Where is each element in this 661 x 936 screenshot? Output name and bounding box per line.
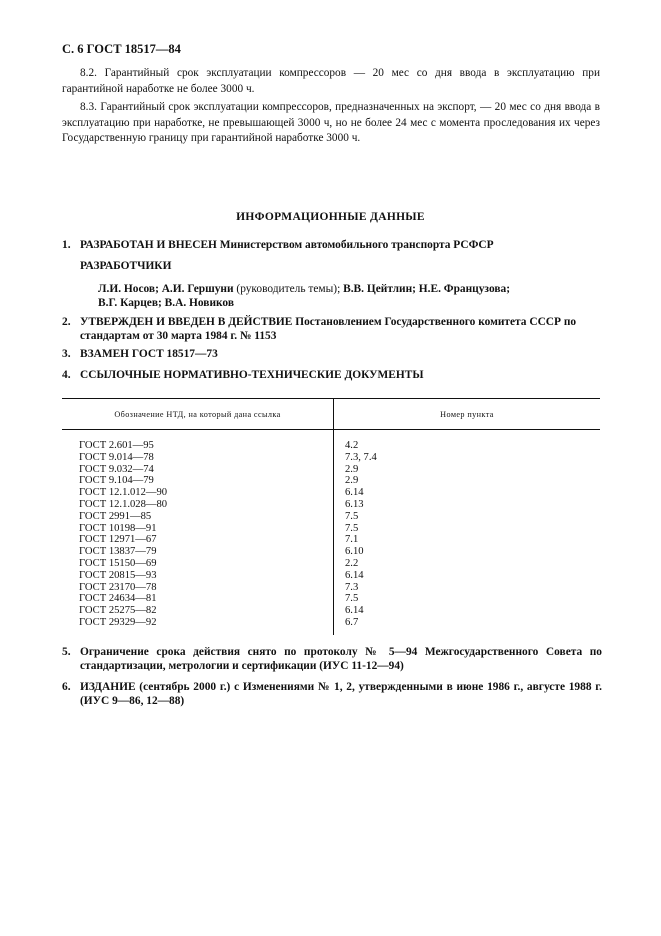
table-header-designation: Обозначение НТД, на который дана ссылка [62,399,334,430]
reference-clause: 7.5 [345,593,359,605]
reference-clause: 6.14 [345,569,364,581]
reference-designation: ГОСТ 13837—79 [62,546,334,558]
item-text: УТВЕРЖДЕН И ВВЕДЕН В ДЕЙСТВИЕ Постановлением Государственного комитета СССР по стандартам от 30 марта 1984 г. № 1153 [80,316,577,342]
reference-clause: 2.9 [345,475,359,487]
table-row [62,570,600,582]
table-row [62,487,600,499]
reference-designation: ГОСТ 2991—85 [62,511,334,523]
reference-designation: ГОСТ 20815—93 [62,570,334,582]
reference-clause: 7.3 [345,581,359,593]
paragraph-8-3: 8.3. Гарантийный срок эксплуатации компрессоров, предназначенных на экспорт, — 20 мес со дня ввода в эксплуатацию при наработке, не превышающей 3000 ч, но не более 24 мес с момента проследования их через Государственную границу при гарантийной наработке 3000 ч. [62,101,600,144]
info-item-2 [62,315,602,343]
item-number: 2. [62,316,71,328]
reference-clause: 4.2 [345,440,359,451]
item-text: Ограничение срока действия снято по протоколу № 5—94 Межгосударственного Совета по стандартизации, метрологии и сертификации (ИУС 11-12—94) [80,646,602,672]
item-number: 5. [62,646,71,658]
developers-label: РАЗРАБОТЧИКИ [80,260,172,272]
table-header-clause: Номер пункта [334,399,601,430]
reference-designation: ГОСТ 12971—67 [62,534,334,546]
reference-designation: ГОСТ 15150—69 [62,558,334,570]
developer-names-3: В.Г. Карцев; В.А. Новиков [98,297,234,309]
item-text: РАЗРАБОТАН И ВНЕСЕН Министерством автомобильного транспорта РСФСР [80,239,494,251]
table-row [62,523,600,535]
developer-role: (руководитель темы); [233,283,344,295]
reference-designation: ГОСТ 24634—81 [62,593,334,605]
table-row [62,617,600,635]
reference-designation: ГОСТ 10198—91 [62,523,334,535]
references-table [62,398,600,635]
reference-clause: 7.3, 7.4 [345,451,377,463]
reference-clause: 2.9 [345,463,359,475]
reference-designation: ГОСТ 25275—82 [62,605,334,617]
item-text: ВЗАМЕН ГОСТ 18517—73 [80,348,218,360]
page-header: С. 6 ГОСТ 18517—84 [62,42,181,56]
reference-designation: ГОСТ 23170—78 [62,582,334,594]
info-item-4 [62,368,602,382]
table-row [62,582,600,594]
item-number: 1. [62,239,71,251]
table-row [62,511,600,523]
table-row [62,475,600,487]
table-row [62,558,600,570]
reference-designation: ГОСТ 12.1.028—80 [62,499,334,511]
item-text: ССЫЛОЧНЫЕ НОРМАТИВНО-ТЕХНИЧЕСКИЕ ДОКУМЕНТЫ [80,369,424,381]
item-number: 6. [62,681,71,693]
reference-designation: ГОСТ 9.104—79 [62,475,334,487]
info-item-1 [62,238,602,252]
references-table-body [62,430,600,635]
item-number: 3. [62,348,71,360]
info-title: ИНФОРМАЦИОННЫЕ ДАННЫЕ [236,211,425,223]
reference-clause: 2.2 [345,557,359,569]
table-row [62,605,600,617]
info-item-5 [62,645,602,673]
reference-designation: ГОСТ 29329—92 [62,617,334,635]
table-row [62,593,600,605]
table-row [62,546,600,558]
info-item-3 [62,347,602,361]
reference-clause: 7.5 [345,522,359,534]
developers-names [98,282,568,310]
reference-clause: 7.5 [345,510,359,522]
item-text: ИЗДАНИЕ (сентябрь 2000 г.) с Изменениями № 1, 2, утвержденными в июне 1986 г., августе 1988 г. (ИУС 9—86, 12—88) [80,681,602,707]
reference-clause: 6.14 [345,605,364,617]
item-number: 4. [62,369,71,381]
table-row [62,430,600,452]
reference-clause: 6.10 [345,546,364,558]
table-row [62,464,600,476]
reference-designation: ГОСТ 9.014—78 [62,452,334,464]
table-row [62,452,600,464]
reference-designation: ГОСТ 12.1.012—90 [62,487,334,499]
developer-names-2: В.В. Цейтлин; Н.Е. Французова; [343,283,510,295]
paragraph-8-2: 8.2. Гарантийный срок эксплуатации компрессоров — 20 мес со дня ввода в эксплуатацию при гарантийной наработке не более 3000 ч. [62,67,600,95]
info-item-6 [62,680,602,708]
reference-clause: 6.7 [345,616,359,628]
reference-designation: ГОСТ 9.032—74 [62,464,334,476]
developer-names-1: Л.И. Носов; А.И. Гершуни [98,283,234,295]
reference-clause: 7.1 [345,534,359,546]
table-row [62,534,600,546]
table-row [62,499,600,511]
reference-clause: 6.13 [345,498,364,510]
reference-clause: 6.14 [345,487,364,499]
reference-designation: ГОСТ 2.601—95 [62,430,334,452]
